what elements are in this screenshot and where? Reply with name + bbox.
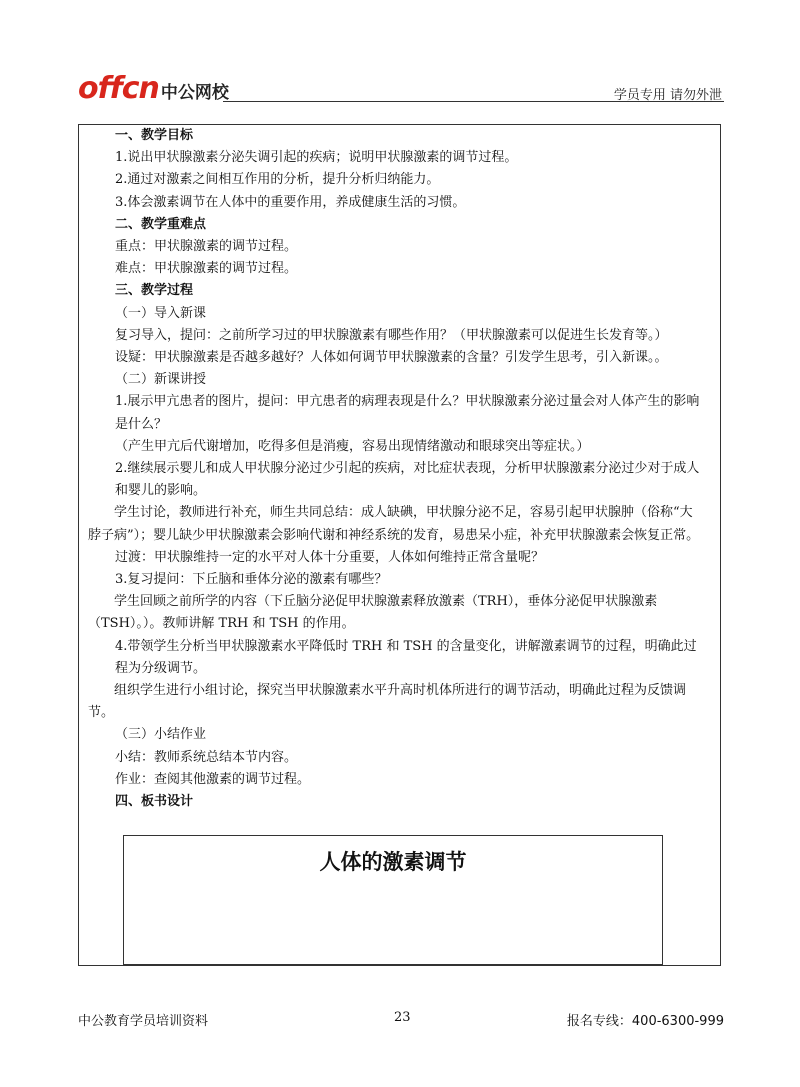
review-intro: 复习导入，提问：之前所学习过的甲状腺激素有哪些作用？（甲状腺激素可以促进生长发育等。） xyxy=(115,327,668,343)
section-title-process: 三、教学过程 xyxy=(115,283,194,299)
goal-item-1: 1.说出甲状腺激素分泌失调引起的疾病；说明甲状腺激素的调节过程。 xyxy=(115,150,518,166)
subsection-new-lesson: （二）新课讲授 xyxy=(115,372,207,388)
page-number: 23 xyxy=(394,1010,411,1025)
page-header xyxy=(78,70,724,104)
logo-wordmark: offcn xyxy=(78,71,159,106)
header-notice: 学员专用 请勿外泄 xyxy=(613,88,722,103)
step-2-discussion: 学生讨论，教师进行补充，师生共同总结：成人缺碘，甲状腺分泌不足，容易引起甲状腺肿（俗称“大脖子病”）；婴儿缺少甲状腺激素会影响代谢和神经系统的发育，易患呆小症，补充甲状腺激素会恢复正常。 xyxy=(88,505,700,543)
footer-source: 中公教育学员培训资料 xyxy=(78,1014,209,1029)
section-title-key-points: 二、教学重难点 xyxy=(115,216,207,232)
transition: 过渡：甲状腺维持一定的水平对人体十分重要，人体如何维持正常含量呢？ xyxy=(115,549,545,565)
step-2: 2.继续展示婴儿和成人甲状腺分泌过少引起的疾病，对比症状表现，分析甲状腺激素分泌过少对于成人和婴儿的影响。 xyxy=(115,461,700,499)
summary: 小结：教师系统总结本节内容。 xyxy=(115,749,298,765)
goal-item-3: 3.体会激素调节在人体中的重要作用，养成健康生活的习惯。 xyxy=(115,194,466,210)
footer-hotline: 报名专线：400-6300-999 xyxy=(566,1014,724,1029)
section-title-goals: 一、教学目标 xyxy=(115,128,194,143)
logo-chinese: 中公网校 xyxy=(160,83,229,103)
step-1-answer: （产生甲亢后代谢增加，吃得多但是消瘦，容易出现情绪激动和眼球突出等症状。） xyxy=(115,438,590,454)
question-intro: 设疑：甲状腺激素是否越多越好？人体如何调节甲状腺激素的含量？引发学生思考，引入新课。。 xyxy=(115,350,668,366)
step-4: 4.带领学生分析当甲状腺激素水平降低时 TRH 和 TSH 的含量变化，讲解激素调节的过程，明确此过程为分级调节。 xyxy=(115,638,697,676)
offcn-logo xyxy=(78,70,229,104)
step-3-review: 学生回顾之前所学的内容（下丘脑分泌促甲状腺激素释放激素（TRH），垂体分泌促甲状腺激素（TSH）。）。教师讲解 TRH 和 TSH 的作用。 xyxy=(88,594,658,632)
step-3: 3.复习提问：下丘脑和垂体分泌的激素有哪些？ xyxy=(115,572,388,588)
board-title: 人体的激素调节 xyxy=(319,850,467,874)
subsection-intro: （一）导入新课 xyxy=(115,305,207,321)
blackboard-design-box xyxy=(123,835,663,965)
step-4-discussion: 组织学生进行小组讨论，探究当甲状腺激素水平升高时机体所进行的调节活动，明确此过程为反馈调节。 xyxy=(88,683,687,721)
difficult-point: 难点：甲状腺激素的调节过程。 xyxy=(115,261,298,277)
homework: 作业：查阅其他激素的调节过程。 xyxy=(115,771,311,787)
step-1: 1.展示甲亢患者的图片，提问：甲亢患者的病理表现是什么？甲状腺激素分泌过量会对人体产生的影响是什么？ xyxy=(115,394,700,432)
section-title-board: 四、板书设计 xyxy=(115,794,194,810)
lesson-content xyxy=(88,125,705,813)
lesson-plan-box xyxy=(78,124,721,966)
key-point: 重点：甲状腺激素的调节过程。 xyxy=(115,239,298,255)
goal-item-2: 2.通过对激素之间相互作用的分析，提升分析归纳能力。 xyxy=(115,172,440,188)
subsection-summary: （三）小结作业 xyxy=(115,727,207,743)
